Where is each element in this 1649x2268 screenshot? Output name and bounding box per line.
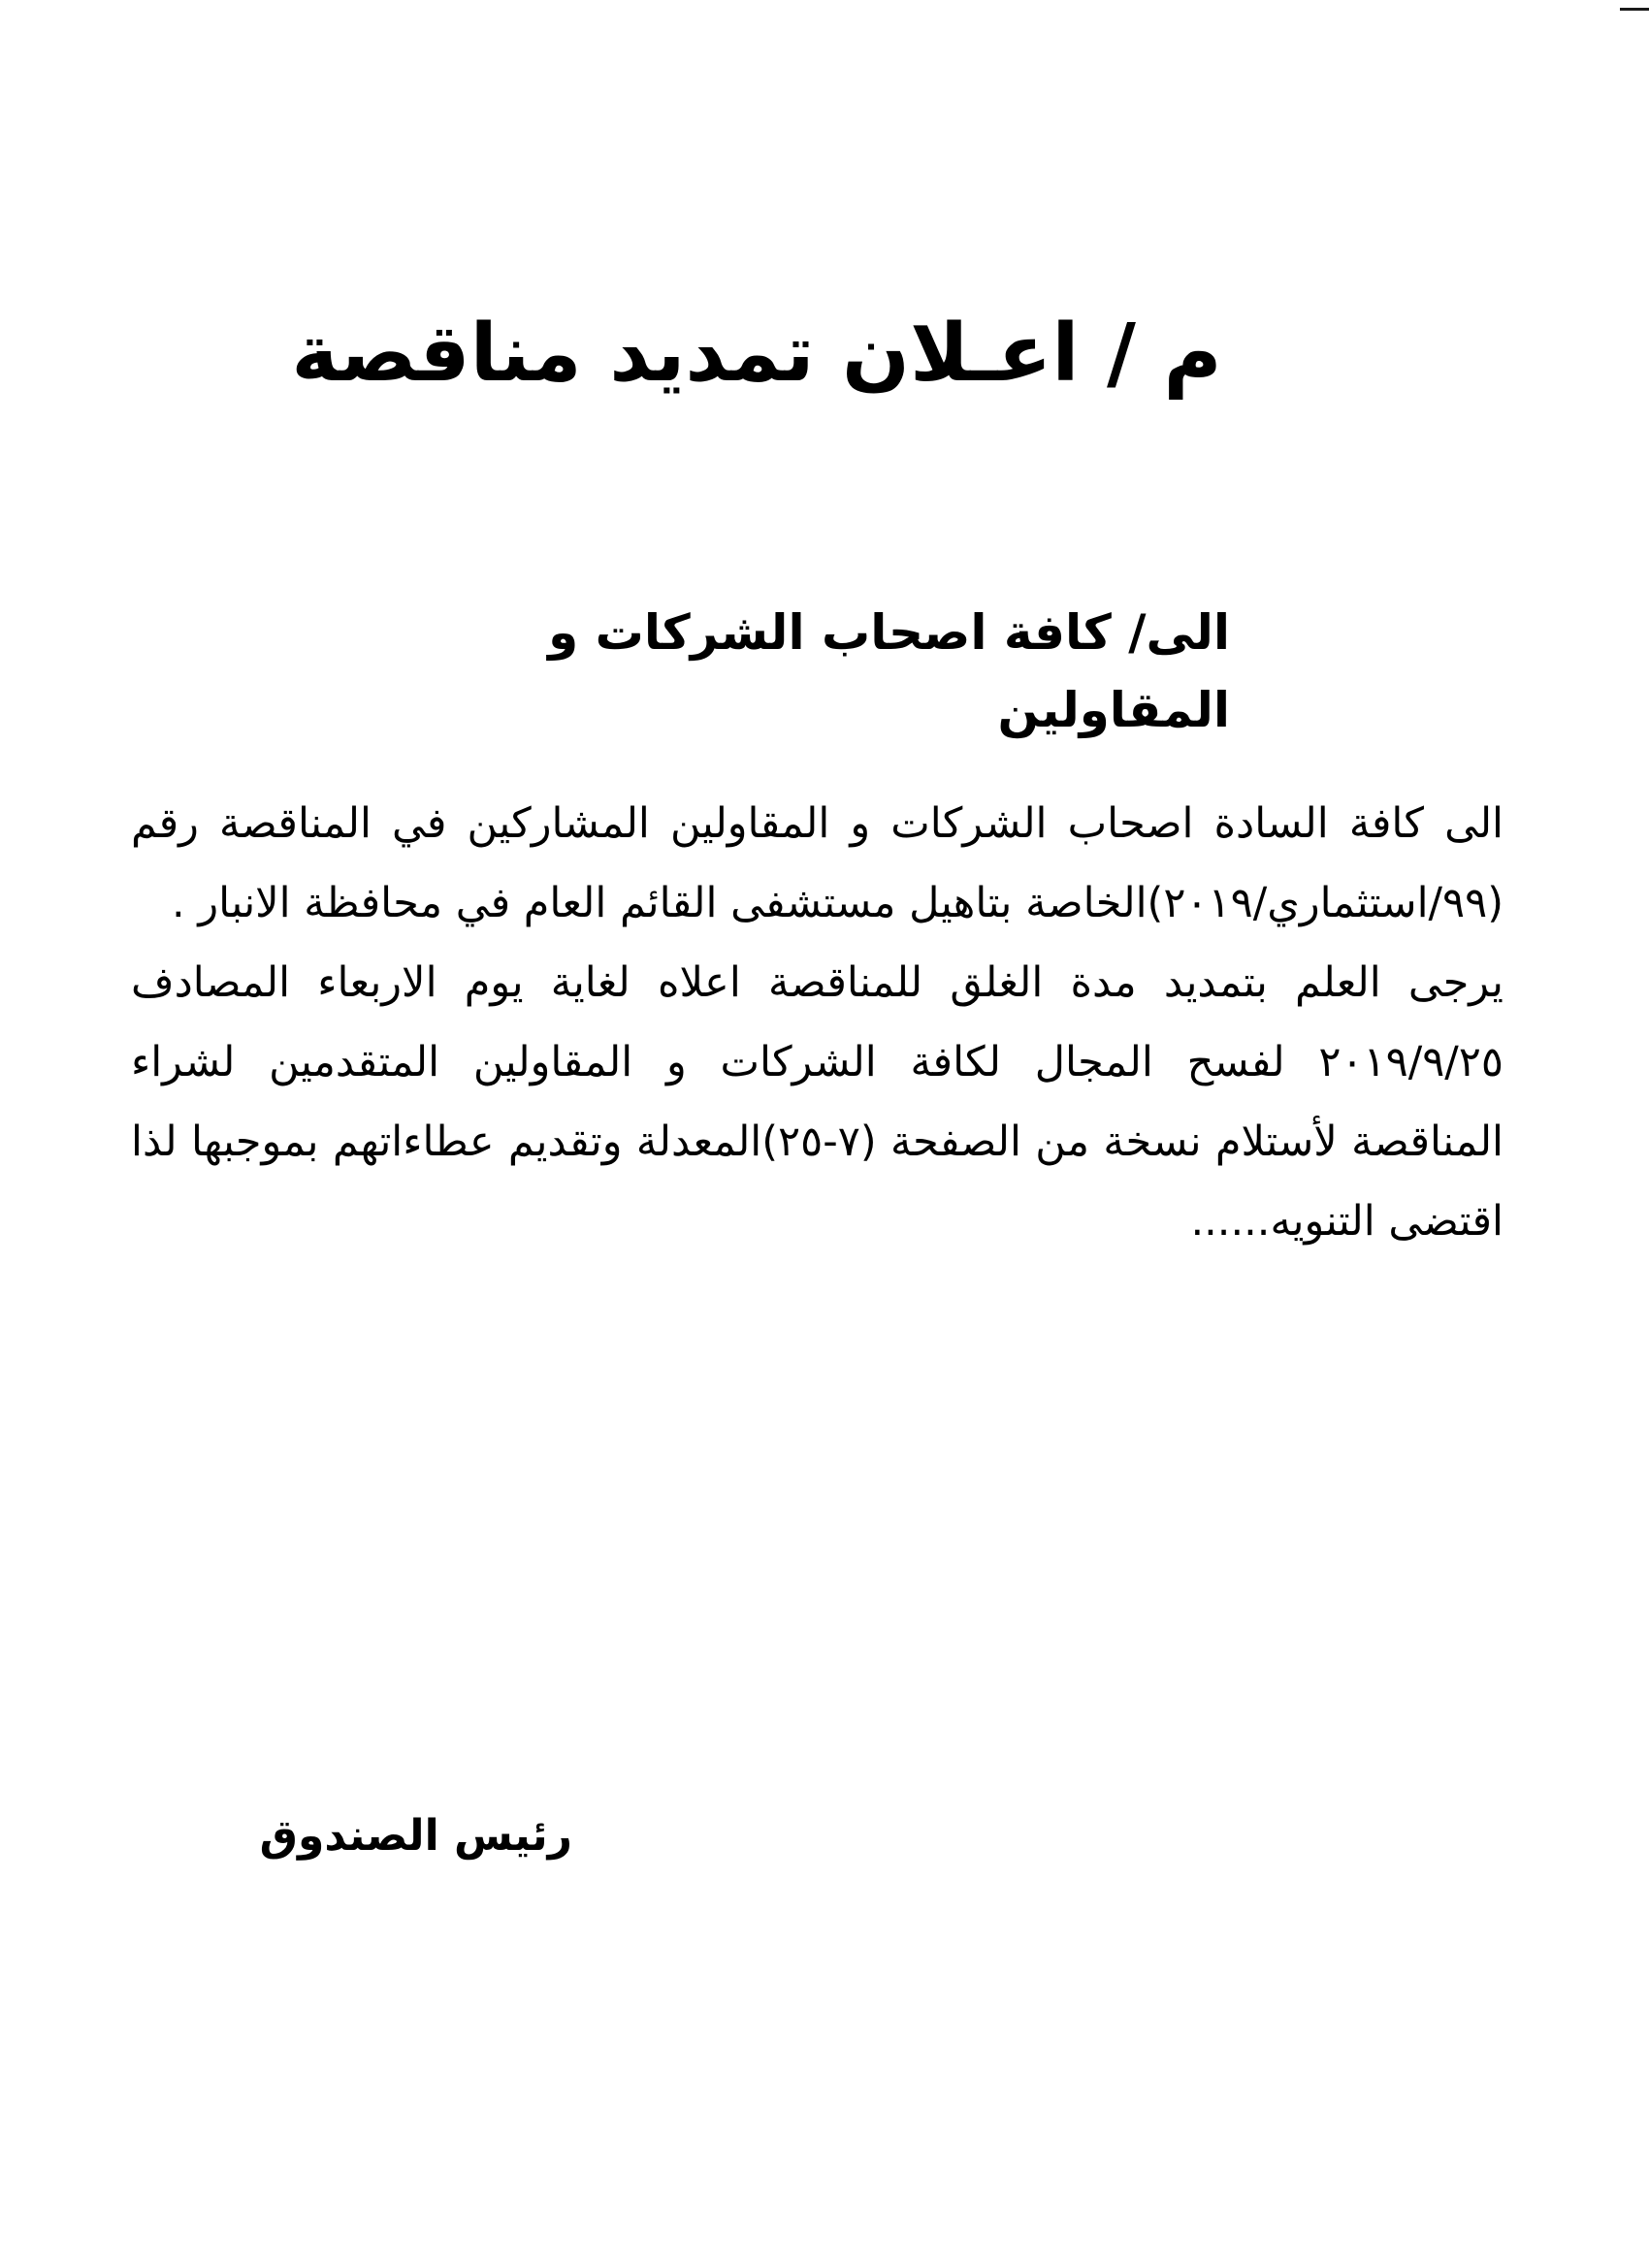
addressee-line: الى/ كافة اصحاب الشركات و المقاولين [548,604,1230,738]
body-paragraph-extension-notice: يرجى العلم بتمديد مدة الغلق للمناقصة اعلاه لغاية يوم الاربعاء المصادف ٢٠١٩/٩/٢٥ لفسح المجال لكافة الشركات و المقاولين المتقدمين لشراء المناقصة لأستلام نسخة من الصفحة (٧-٢٥)المعدلة وتقديم عطاءاتهم بموجبها لذا اقتضى التنويه...... [131,958,1504,1246]
signature-title: رئيس الصندوق [259,1811,572,1861]
announcement-body [131,784,1504,1261]
body-paragraph-tender-details: الى كافة السادة اصحاب الشركات و المقاولين المشاركين في المناقصة رقم (٩٩/استثماري/٢٠١٩)الخاصة بتاهيل مستشفى القائم العام في محافظة الانبار . [131,799,1504,927]
page-title: م / اعـلان تمديد مناقصة [291,308,1222,400]
